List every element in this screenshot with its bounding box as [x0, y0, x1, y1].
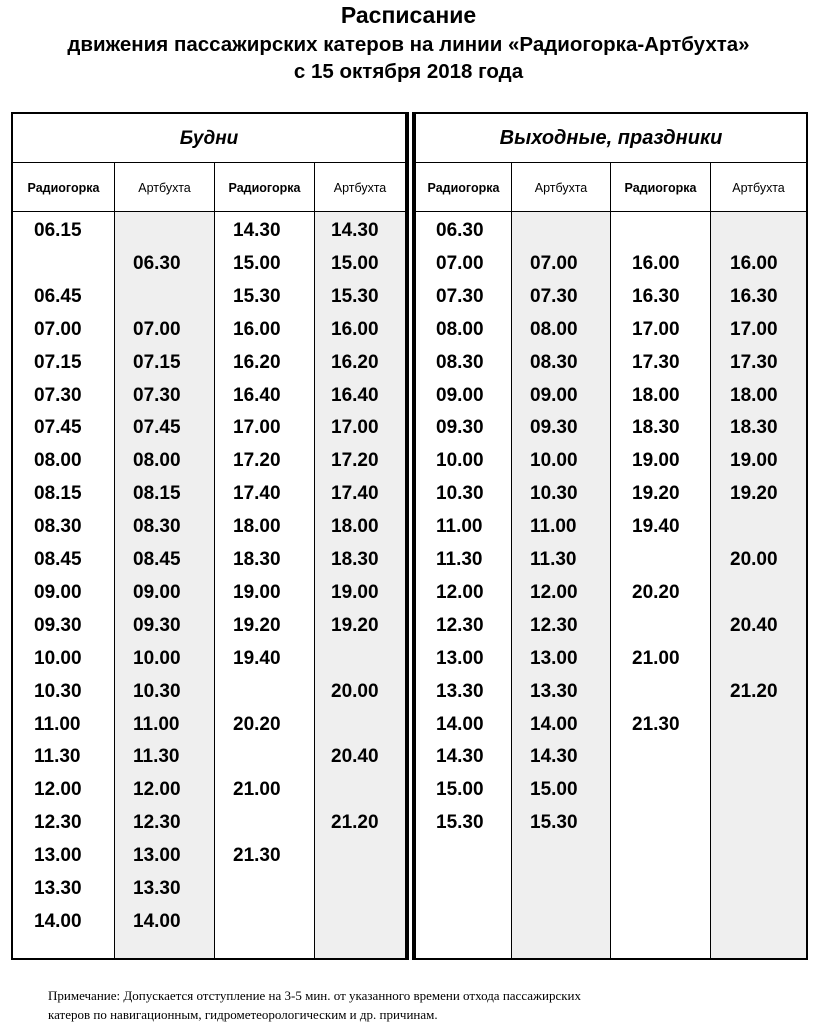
departure-time: 08.30 — [530, 351, 578, 373]
departure-time: 12.30 — [34, 812, 82, 834]
departure-time: 12.00 — [530, 581, 578, 603]
departure-time: 20.40 — [730, 614, 778, 636]
departure-time: 07.15 — [34, 351, 82, 373]
departure-time: 20.40 — [331, 746, 379, 768]
departure-time: 07.30 — [34, 384, 82, 406]
departure-time: 15.30 — [233, 285, 281, 307]
departure-time: 12.30 — [530, 614, 578, 636]
departure-time: 19.20 — [233, 614, 281, 636]
departure-time: 08.30 — [34, 516, 82, 538]
departure-time: 11.00 — [34, 713, 81, 735]
departure-time: 17.40 — [331, 483, 379, 505]
weekends-col-header-artbukhta-1: Артбухта — [534, 181, 588, 195]
departure-time: 07.45 — [34, 417, 82, 439]
departure-time: 14.30 — [233, 220, 281, 241]
departure-time: 17.00 — [331, 417, 379, 439]
note-line-1: Примечание: Допускается отступление на 3-5 мин. от указанного времени отхода пассажирских — [48, 988, 582, 1003]
departure-time: 14.30 — [436, 746, 484, 768]
departure-time: 20.00 — [730, 549, 778, 570]
weekdays-header-divider — [13, 162, 405, 163]
departure-time: 15.00 — [530, 779, 578, 801]
departure-time: 16.30 — [632, 285, 680, 307]
weekdays-col-header-artbukhta-2: Артбухта — [333, 181, 387, 195]
weekdays-col-header-radiogorka-1: Радиогорка — [27, 181, 100, 195]
departure-time: 21.20 — [331, 812, 379, 834]
departure-time: 18.00 — [233, 516, 281, 538]
departure-time: 09.30 — [34, 614, 82, 636]
departure-time: 13.30 — [34, 878, 82, 899]
departure-time: 10.30 — [133, 680, 181, 702]
weekends-col-line-1 — [511, 163, 512, 958]
departure-time: 18.00 — [632, 384, 680, 406]
departure-time: 19.40 — [233, 647, 281, 669]
departure-time: 09.30 — [436, 417, 484, 439]
departure-time: 12.00 — [133, 779, 181, 801]
weekdays-section-header: Будни — [179, 128, 239, 149]
weekdays-col-header-radiogorka-2: Радиогорка — [228, 181, 301, 195]
schedule-title: Расписание — [340, 2, 477, 28]
departure-time: 13.00 — [34, 845, 82, 867]
weekdays-table — [11, 112, 407, 960]
departure-time: 18.00 — [730, 384, 778, 406]
departure-time: 13.00 — [436, 647, 484, 669]
departure-time: 17.30 — [730, 351, 778, 373]
weekends-col-line-3 — [710, 163, 711, 958]
departure-time: 13.30 — [530, 680, 578, 702]
departure-time: 21.30 — [233, 845, 281, 867]
departure-time: 17.40 — [233, 483, 281, 505]
departure-time: 19.40 — [632, 516, 680, 538]
departure-time: 18.30 — [632, 417, 680, 439]
departure-time: 08.45 — [133, 549, 181, 570]
departure-time: 10.30 — [34, 680, 82, 702]
departure-time: 19.00 — [331, 581, 379, 603]
departure-time: 10.30 — [436, 483, 484, 505]
departure-time: 15.30 — [530, 812, 578, 834]
departure-time: 16.40 — [331, 384, 379, 406]
departure-time: 09.00 — [436, 384, 484, 406]
departure-time: 17.20 — [233, 450, 281, 472]
departure-time: 15.00 — [331, 252, 379, 274]
departure-time: 08.00 — [34, 450, 82, 472]
note-line-2: катеров по навигационным, гидрометеорологическим и др. причинам. — [48, 1007, 438, 1022]
weekends-col-header-radiogorka-1: Радиогорка — [427, 181, 500, 195]
departure-time: 16.20 — [233, 351, 281, 373]
departure-time: 10.30 — [530, 483, 578, 505]
departure-time: 14.30 — [331, 220, 379, 241]
double-divider — [407, 112, 414, 960]
departure-time: 09.00 — [133, 581, 181, 603]
departure-time: 19.20 — [730, 483, 778, 505]
departure-time: 06.30 — [133, 252, 181, 274]
departure-time: 14.30 — [530, 746, 578, 768]
departure-time: 20.00 — [331, 680, 379, 702]
departure-time: 16.30 — [730, 285, 778, 307]
departure-time: 06.30 — [436, 220, 484, 241]
departure-time: 15.30 — [436, 812, 484, 834]
departure-time: 08.00 — [436, 318, 484, 340]
departure-time: 14.00 — [34, 910, 82, 932]
departure-time: 11.30 — [34, 746, 81, 768]
departure-time: 11.30 — [436, 549, 483, 570]
weekends-header-divider — [416, 162, 806, 163]
schedule-date-line: с 15 октября 2018 года — [293, 60, 524, 83]
weekends-col-header-radiogorka-2: Радиогорка — [624, 181, 697, 195]
weekdays-col-line-2 — [214, 163, 215, 958]
departure-time: 06.15 — [34, 220, 82, 241]
departure-time: 17.20 — [331, 450, 379, 472]
departure-time: 19.00 — [632, 450, 680, 472]
departure-time: 07.00 — [530, 252, 578, 274]
departure-time: 19.20 — [632, 483, 680, 505]
departure-time: 16.00 — [233, 318, 281, 340]
departure-time: 15.00 — [436, 779, 484, 801]
departure-time: 19.00 — [730, 450, 778, 472]
departure-time: 16.00 — [331, 318, 379, 340]
departure-time: 20.20 — [233, 713, 281, 735]
departure-time: 17.30 — [632, 351, 680, 373]
schedule-subtitle: движения пассажирских катеров на линии «Радиогорка-Артбухта» — [67, 33, 750, 56]
weekends-col-header-artbukhta-2: Артбухта — [732, 181, 785, 195]
departure-time: 07.00 — [34, 318, 82, 340]
departure-time: 20.20 — [632, 581, 680, 603]
weekdays-col-line-3 — [314, 163, 315, 958]
departure-time: 09.30 — [530, 417, 578, 439]
departure-time: 14.00 — [133, 910, 181, 932]
departure-time: 14.00 — [530, 713, 578, 735]
weekends-col-line-2 — [610, 163, 611, 958]
departure-time: 15.00 — [233, 252, 281, 274]
departure-time: 08.45 — [34, 549, 82, 570]
departure-time: 11.00 — [436, 516, 483, 538]
departure-time: 07.30 — [436, 285, 484, 307]
departure-time: 18.00 — [331, 516, 379, 538]
departure-time: 13.30 — [133, 878, 181, 899]
departure-time: 08.00 — [530, 318, 578, 340]
departure-time: 11.00 — [530, 516, 577, 538]
departure-time: 12.30 — [133, 812, 181, 834]
departure-time: 09.30 — [133, 614, 181, 636]
departure-time: 07.00 — [436, 252, 484, 274]
departure-time: 07.30 — [133, 384, 181, 406]
departure-time: 07.00 — [133, 318, 181, 340]
departure-time: 09.00 — [34, 581, 82, 603]
departure-time: 11.00 — [133, 713, 180, 735]
departure-time: 12.30 — [436, 614, 484, 636]
departure-time: 19.20 — [331, 614, 379, 636]
departure-time: 10.00 — [436, 450, 484, 472]
departure-time: 11.30 — [133, 746, 180, 768]
departure-time: 10.00 — [133, 647, 181, 669]
departure-time: 15.30 — [331, 285, 379, 307]
departure-time: 21.00 — [632, 647, 680, 669]
departure-time: 08.30 — [133, 516, 181, 538]
departure-time: 14.00 — [436, 713, 484, 735]
weekdays-col-header-artbukhta-1: Артбухта — [138, 181, 191, 195]
departure-time: 16.00 — [730, 252, 778, 274]
departure-time: 18.30 — [730, 417, 778, 439]
departure-time: 21.00 — [233, 779, 281, 801]
departure-time: 08.00 — [133, 450, 181, 472]
departure-time: 16.40 — [233, 384, 281, 406]
departure-time: 13.00 — [530, 647, 578, 669]
departure-time: 17.00 — [730, 318, 778, 340]
weekdays-col-line-1 — [114, 163, 115, 958]
departure-time: 12.00 — [34, 779, 82, 801]
departure-time: 10.00 — [34, 647, 82, 669]
weekends-section-header: Выходные, праздники — [499, 127, 723, 149]
departure-time: 07.15 — [133, 351, 181, 373]
departure-time: 21.20 — [730, 680, 778, 702]
departure-time: 16.20 — [331, 351, 379, 373]
departure-time: 16.00 — [632, 252, 680, 274]
departure-time: 07.30 — [530, 285, 578, 307]
departure-time: 18.30 — [331, 549, 379, 570]
departure-time: 08.30 — [436, 351, 484, 373]
weekends-table — [414, 112, 808, 960]
departure-time: 07.45 — [133, 417, 181, 439]
departure-time: 17.00 — [233, 417, 281, 439]
departure-time: 19.00 — [233, 581, 281, 603]
departure-time: 12.00 — [436, 581, 484, 603]
departure-time: 08.15 — [133, 483, 181, 505]
departure-time: 11.30 — [530, 549, 577, 570]
departure-time: 21.30 — [632, 713, 680, 735]
departure-time: 18.30 — [233, 549, 281, 570]
departure-time: 06.45 — [34, 285, 82, 307]
departure-time: 13.00 — [133, 845, 181, 867]
departure-time: 10.00 — [530, 450, 578, 472]
departure-time: 08.15 — [34, 483, 82, 505]
departure-time: 09.00 — [530, 384, 578, 406]
departure-time: 17.00 — [632, 318, 680, 340]
departure-time: 13.30 — [436, 680, 484, 702]
